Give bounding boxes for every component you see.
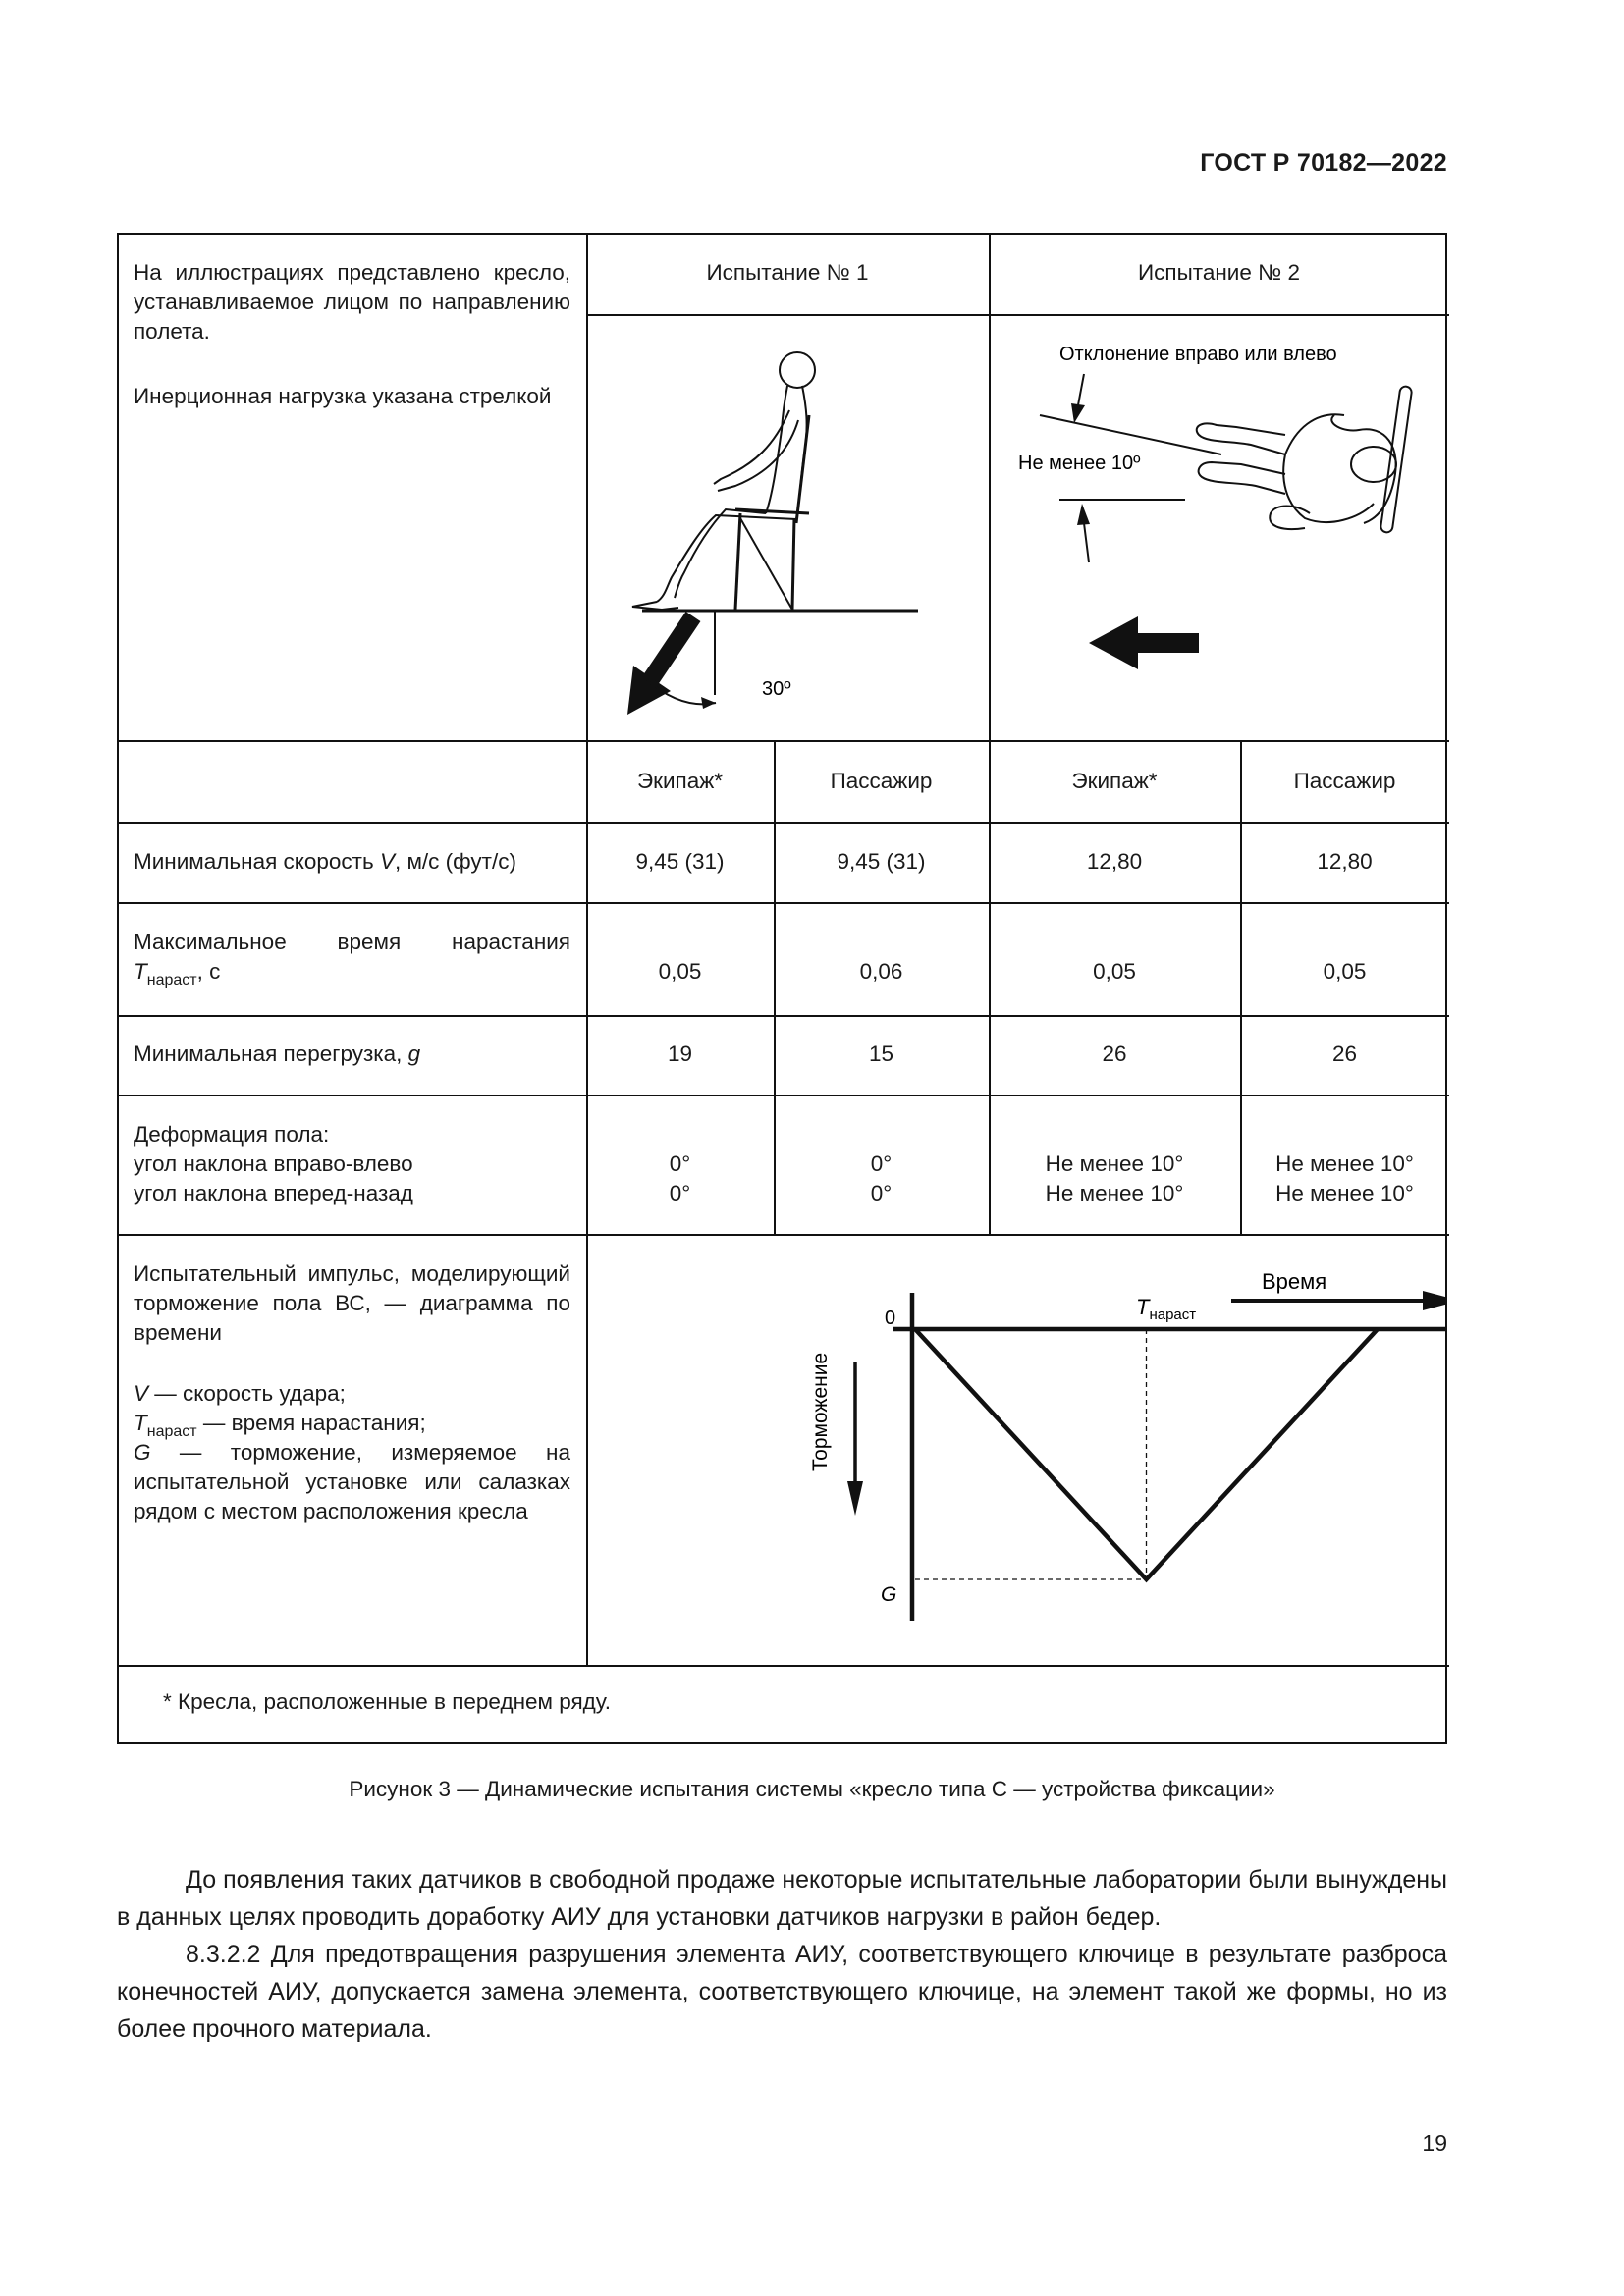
subheader-crew-1: Экипаж* bbox=[636, 769, 724, 793]
row-overload-value: 26 bbox=[1102, 1041, 1127, 1066]
pulse-description: Испытательный импульс, моделирующий торможение пола ВС, — диаграмма по времени bbox=[134, 1261, 570, 1345]
test1-header: Испытание № 1 bbox=[706, 260, 869, 285]
test2-min-label: Не менее 10º bbox=[1018, 453, 1141, 474]
row-floor-roll-value: Не менее 10° bbox=[1275, 1151, 1414, 1176]
row-speed-value: 9,45 (31) bbox=[635, 849, 725, 874]
row-speed-label: Минимальная скорость V, м/с (фут/с) bbox=[134, 849, 516, 874]
row-rise-time-value: 0,05 bbox=[1093, 959, 1136, 984]
row-overload-value: 15 bbox=[868, 1041, 894, 1066]
row-floor-roll-value: Не менее 10° bbox=[1045, 1151, 1184, 1176]
row-floor-pitch-value: 0° bbox=[870, 1181, 893, 1205]
row-rise-time-value: 0,06 bbox=[859, 959, 903, 984]
chart-peak-time-label: $T_{нараст}$ bbox=[1136, 1295, 1197, 1323]
subheader-passenger-1: Пассажир bbox=[830, 769, 933, 793]
row-speed-value: 12,80 bbox=[1086, 849, 1143, 874]
subheader-crew-2: Экипаж* bbox=[1071, 769, 1158, 793]
pulse-def-t: $T_{нараст}$ — время нарастания; bbox=[134, 1411, 426, 1440]
row-floor-roll-value: 0° bbox=[669, 1151, 691, 1176]
test1-illustration bbox=[588, 317, 987, 739]
row-floor-pitch-value: Не менее 10° bbox=[1045, 1181, 1184, 1205]
row-floor-label-roll: угол наклона вправо-влево bbox=[134, 1151, 413, 1176]
row-rise-time-label-1: Максимальное время нарастания bbox=[134, 930, 570, 954]
row-speed-value: 12,80 bbox=[1317, 849, 1373, 874]
figure-table bbox=[117, 233, 1447, 1744]
row-overload-label: Минимальная перегрузка, g bbox=[134, 1041, 421, 1066]
row-overload-value: 26 bbox=[1331, 1041, 1358, 1066]
body-paragraph-2: 8.3.2.2 Для предотвращения разрушения элемента АИУ, соответствующего ключице в результате разброса конечностей АИУ, допускается замена элемента, соответствующего ключице, на элемент такой же формы, но из более прочного материала. bbox=[117, 1941, 1447, 2043]
standard-code: ГОСТ Р 70182—2022 bbox=[1200, 149, 1447, 177]
footnote: * Кресла, расположенные в переднем ряду. bbox=[163, 1689, 612, 1714]
test2-illustration bbox=[991, 317, 1447, 739]
row-floor-pitch-value: 0° bbox=[669, 1181, 691, 1205]
chart-ylabel: Торможение bbox=[809, 1352, 832, 1471]
row-rise-time-label-2: $T_{нараст}$, с bbox=[134, 959, 221, 988]
intro-text-2: Инерционная нагрузка указана стрелкой bbox=[134, 384, 552, 408]
row-speed-value: 9,45 (31) bbox=[837, 849, 926, 874]
body-paragraph-1: До появления таких датчиков в свободной продаже некоторые испытательные лаборатории были вынуждены в данных целях проводить доработку АИУ для установки датчиков нагрузки в район бедер. bbox=[117, 1866, 1447, 1931]
pulse-chart bbox=[588, 1236, 1447, 1664]
row-floor-roll-value: 0° bbox=[870, 1151, 893, 1176]
chart-origin-label: 0 bbox=[885, 1308, 896, 1329]
row-floor-pitch-value: Не менее 10° bbox=[1275, 1181, 1414, 1205]
test2-deviation-label: Отклонение вправо или влево bbox=[1059, 344, 1337, 365]
test2-header: Испытание № 2 bbox=[1137, 260, 1300, 285]
page-number: 19 bbox=[1422, 2130, 1447, 2156]
chart-peak-value-label: G bbox=[881, 1583, 897, 1606]
chart-xlabel: Время bbox=[1262, 1269, 1327, 1294]
row-floor-label-title: Деформация пола: bbox=[134, 1122, 330, 1147]
pulse-def-g: G — торможение, измеряемое на испытательной установке или салазках рядом с местом расположения кресла bbox=[134, 1440, 570, 1523]
row-rise-time-value: 0,05 bbox=[658, 959, 702, 984]
time-arrow-head bbox=[1423, 1291, 1447, 1310]
intro-text: На иллюстрациях представлено кресло, устанавливаемое лицом по направлению полета. bbox=[134, 260, 570, 344]
person-head bbox=[780, 352, 815, 388]
body-text bbox=[117, 1861, 1447, 2048]
row-overload-value: 19 bbox=[667, 1041, 693, 1066]
row-floor-label-pitch: угол наклона вперед-назад bbox=[134, 1181, 413, 1205]
braking-arrow-head bbox=[847, 1481, 863, 1516]
test1-angle-label: 30º bbox=[762, 678, 791, 700]
figure-caption: Рисунок 3 — Динамические испытания системы «кресло типа С — устройства фиксации» bbox=[349, 1777, 1275, 1801]
row-rise-time-value: 0,05 bbox=[1323, 959, 1367, 984]
pulse-def-v: V — скорость удара; bbox=[134, 1381, 346, 1406]
subheader-passenger-2: Пассажир bbox=[1293, 769, 1396, 793]
